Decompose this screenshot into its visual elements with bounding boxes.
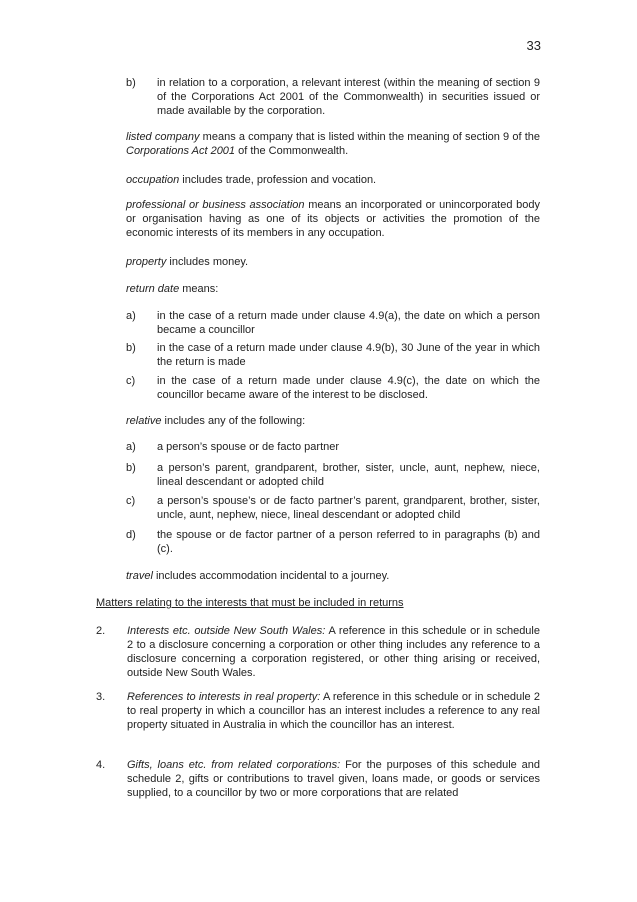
clause-number: 4. xyxy=(96,759,106,771)
definition-text: means an incorporated or unincorporated body or organisation having as one of its objects or activities the promotion of the economic interests of its members in any occupation. xyxy=(126,199,540,239)
definition-professional-association xyxy=(126,198,540,240)
clause-title: Gifts, loans etc. from related corporations: xyxy=(127,759,341,771)
list-item-text: in the case of a return made under clause 4.9(b), 30 June of the year in which the return is made xyxy=(157,342,540,368)
defined-term: listed company xyxy=(126,131,200,143)
definition-text: includes trade, profession and vocation. xyxy=(179,174,377,186)
list-marker: a) xyxy=(126,310,136,322)
definition-text: includes accommodation incidental to a journey. xyxy=(152,570,390,582)
clause-text xyxy=(127,624,540,680)
list-marker: c) xyxy=(126,375,136,387)
definition-text: of the Commonwealth. xyxy=(235,145,349,157)
definition-text: means: xyxy=(179,283,219,295)
definition-text: includes money. xyxy=(166,256,249,268)
list-item-text: in the case of a return made under clause 4.9(a), the date on which a person became a councillor xyxy=(157,310,540,336)
definition-text: means a company that is listed within the meaning of section 9 of the xyxy=(199,131,540,143)
defined-term: professional or business association xyxy=(126,199,305,211)
defined-term: occupation xyxy=(126,174,180,186)
clause-body: For the purposes of this schedule and schedule 2, gifts or contributions to travel given, loans made, or goods or services supplied, to a councillor by two or more corporations that are related xyxy=(127,759,540,799)
definition-travel xyxy=(126,569,540,583)
defined-term: return date xyxy=(126,283,180,295)
list-marker: b) xyxy=(126,462,136,474)
list-marker: b) xyxy=(126,342,136,354)
definition-listed-company xyxy=(126,130,540,158)
list-item-text: the spouse or de factor partner of a person referred to in paragraphs (b) and (c). xyxy=(157,529,540,555)
list-item-text: a person’s parent, grandparent, brother, sister, uncle, aunt, nephew, niece, lineal descendant or adopted child xyxy=(157,462,540,488)
defined-term: relative xyxy=(126,415,162,427)
act-name: Corporations Act 2001 xyxy=(126,145,236,157)
clause-title: Interests etc. outside New South Wales: xyxy=(127,625,326,637)
definition-property xyxy=(126,255,540,269)
list-item-text: in relation to a corporation, a relevant interest (within the meaning of section 9 of the Corporations Act 2001 of the Commonwealth) in securities issued or made available by the corporation. xyxy=(157,77,540,117)
clause-body: A reference in this schedule or in schedule 2 to a disclosure concerning a corporation or other thing includes any reference to a disclosure concerning a corporation registered, or other thing arising or received, outside New South Wales. xyxy=(127,625,540,679)
list-marker: b) xyxy=(126,77,136,89)
list-marker: d) xyxy=(126,529,136,541)
list-marker: a) xyxy=(126,441,136,453)
list-item-text: in the case of a return made under clause 4.9(c), the date on which the councillor became aware of the interest to be disclosed. xyxy=(157,375,540,401)
definition-occupation xyxy=(126,173,540,187)
clause-text xyxy=(127,758,540,800)
definition-relative xyxy=(126,414,540,428)
list-item-text: a person’s spouse’s or de facto partner’s parent, grandparent, brother, sister, uncle, aunt, nephew, niece, lineal descendant or adopted child xyxy=(157,495,540,521)
clause-number: 2. xyxy=(96,625,106,637)
clause-text xyxy=(127,690,540,732)
clause-title: References to interests in real property: xyxy=(127,691,321,703)
clause-body: A reference in this schedule or in schedule 2 to real property in which a councillor has an interest includes a reference to any real property situated in Australia in which the councillor has an interest. xyxy=(127,691,540,731)
page-number: 33 xyxy=(526,38,541,53)
section-heading: Matters relating to the interests that must be included in returns xyxy=(96,597,404,609)
list-marker: c) xyxy=(126,495,136,507)
defined-term: property xyxy=(126,256,167,268)
definition-return-date xyxy=(126,282,540,296)
clause-number: 3. xyxy=(96,691,106,703)
definition-text: includes any of the following: xyxy=(161,415,306,427)
defined-term: travel xyxy=(126,570,153,582)
list-item-text: a person’s spouse or de facto partner xyxy=(157,441,340,453)
